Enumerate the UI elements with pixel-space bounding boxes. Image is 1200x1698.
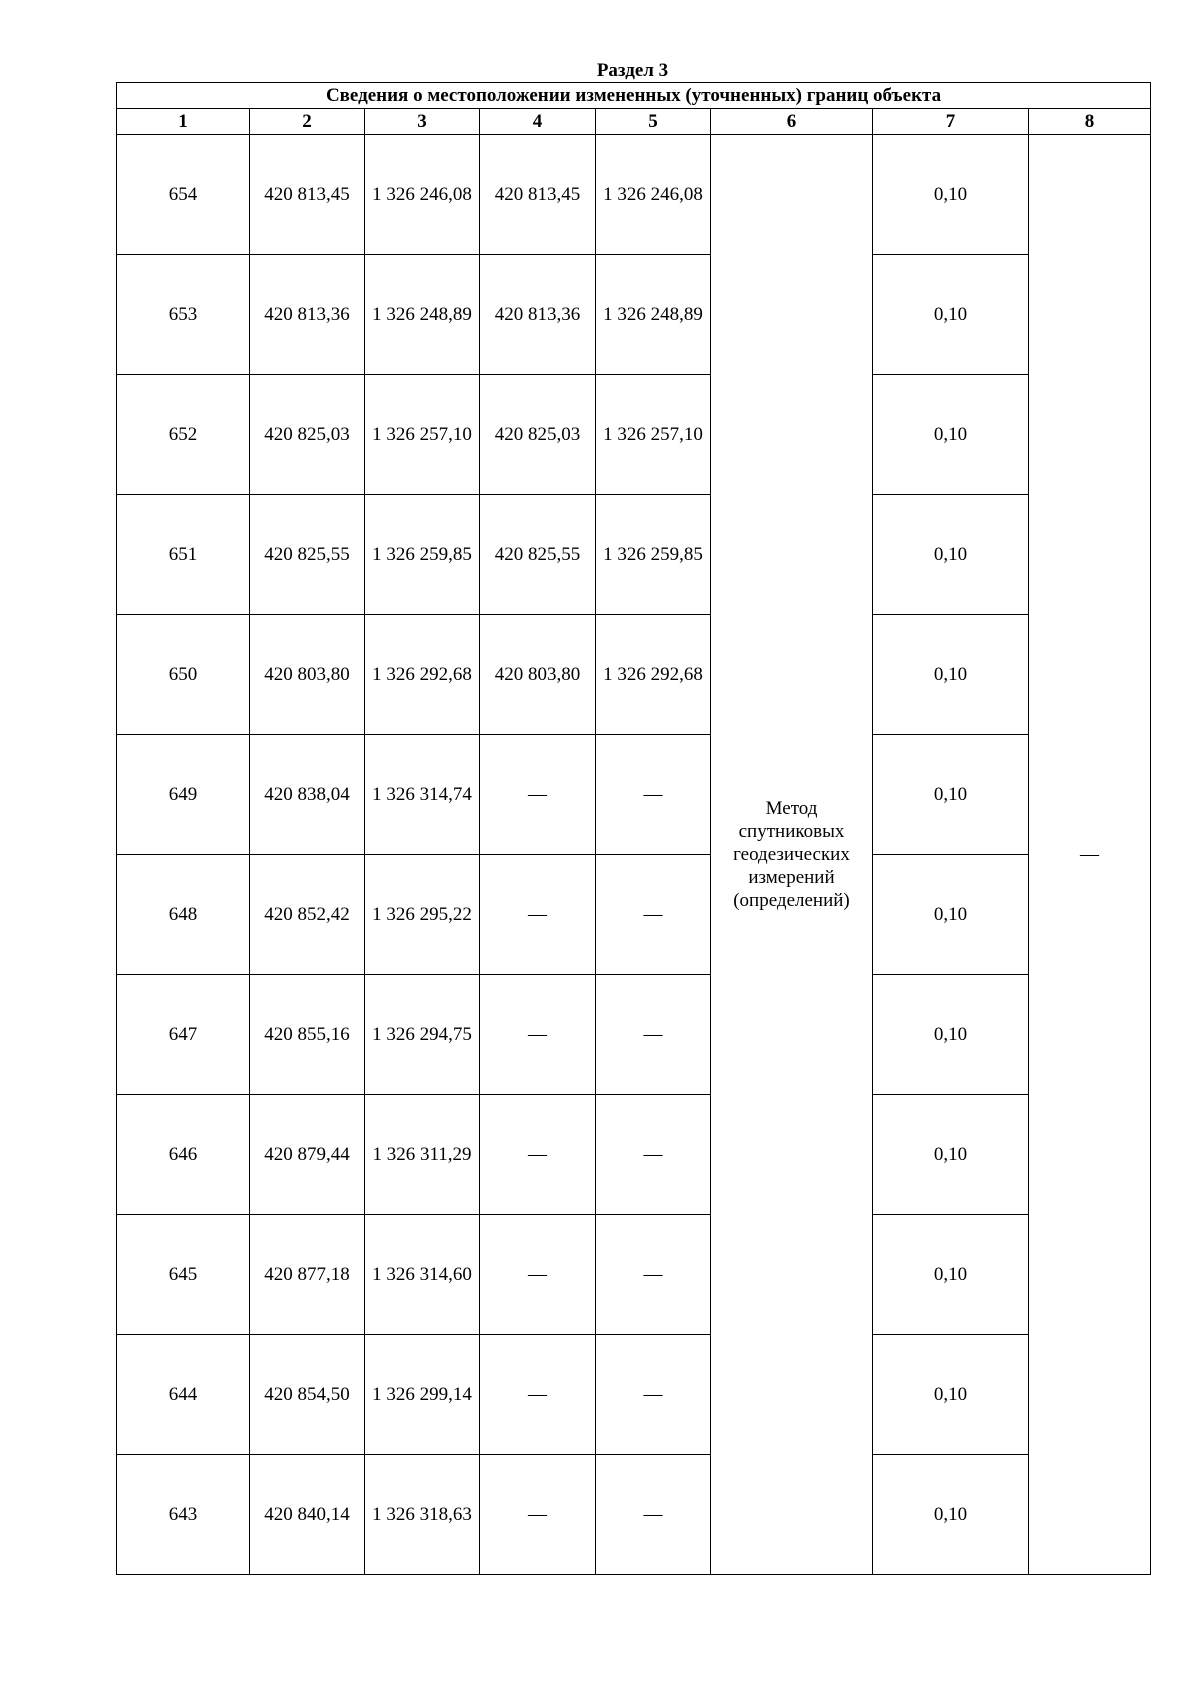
x-old-coordinate-cell: — <box>480 1455 596 1575</box>
table-caption: Сведения о местоположении измененных (уточненных) границ объекта <box>117 83 1151 109</box>
x-old-coordinate-cell: 420 803,80 <box>480 615 596 735</box>
point-number-cell: 652 <box>117 375 250 495</box>
y-old-coordinate-cell: 1 326 246,08 <box>596 135 711 255</box>
y-old-coordinate-cell: 1 326 257,10 <box>596 375 711 495</box>
x-old-coordinate-cell: 420 813,36 <box>480 255 596 375</box>
column-header: 8 <box>1029 109 1151 135</box>
column-header: 7 <box>873 109 1029 135</box>
table-row <box>117 735 1151 855</box>
x-coordinate-cell: 420 854,50 <box>250 1335 365 1455</box>
boundary-table <box>116 82 1151 1575</box>
x-coordinate-cell: 420 879,44 <box>250 1095 365 1215</box>
y-old-coordinate-cell: 1 326 248,89 <box>596 255 711 375</box>
table-row <box>117 1335 1151 1455</box>
accuracy-cell: 0,10 <box>873 375 1029 495</box>
table-row <box>117 1455 1151 1575</box>
table-row <box>117 615 1151 735</box>
x-old-coordinate-cell: — <box>480 1335 596 1455</box>
point-number-cell: 651 <box>117 495 250 615</box>
y-old-coordinate-cell: — <box>596 855 711 975</box>
accuracy-cell: 0,10 <box>873 135 1029 255</box>
accuracy-cell: 0,10 <box>873 495 1029 615</box>
column-header: 6 <box>711 109 873 135</box>
y-coordinate-cell: 1 326 299,14 <box>365 1335 480 1455</box>
x-old-coordinate-cell: 420 825,03 <box>480 375 596 495</box>
accuracy-cell: 0,10 <box>873 615 1029 735</box>
point-number-cell: 643 <box>117 1455 250 1575</box>
y-coordinate-cell: 1 326 295,22 <box>365 855 480 975</box>
column-8-cell: — <box>1029 135 1151 1575</box>
table-body <box>117 135 1151 1575</box>
y-coordinate-cell: 1 326 294,75 <box>365 975 480 1095</box>
y-coordinate-cell: 1 326 259,85 <box>365 495 480 615</box>
accuracy-cell: 0,10 <box>873 1095 1029 1215</box>
x-old-coordinate-cell: — <box>480 855 596 975</box>
y-coordinate-cell: 1 326 246,08 <box>365 135 480 255</box>
y-coordinate-cell: 1 326 248,89 <box>365 255 480 375</box>
x-old-coordinate-cell: — <box>480 975 596 1095</box>
point-number-cell: 644 <box>117 1335 250 1455</box>
y-coordinate-cell: 1 326 314,74 <box>365 735 480 855</box>
y-old-coordinate-cell: — <box>596 1455 711 1575</box>
x-old-coordinate-cell: 420 825,55 <box>480 495 596 615</box>
x-coordinate-cell: 420 852,42 <box>250 855 365 975</box>
accuracy-cell: 0,10 <box>873 975 1029 1095</box>
point-number-cell: 648 <box>117 855 250 975</box>
table-row <box>117 855 1151 975</box>
point-number-cell: 649 <box>117 735 250 855</box>
y-old-coordinate-cell: — <box>596 975 711 1095</box>
table-row <box>117 495 1151 615</box>
column-header-row <box>117 109 1151 135</box>
y-coordinate-cell: 1 326 314,60 <box>365 1215 480 1335</box>
y-old-coordinate-cell: — <box>596 735 711 855</box>
column-header: 5 <box>596 109 711 135</box>
table-row <box>117 975 1151 1095</box>
point-number-cell: 654 <box>117 135 250 255</box>
y-old-coordinate-cell: 1 326 259,85 <box>596 495 711 615</box>
y-old-coordinate-cell: — <box>596 1215 711 1335</box>
accuracy-cell: 0,10 <box>873 1335 1029 1455</box>
column-header: 1 <box>117 109 250 135</box>
y-coordinate-cell: 1 326 257,10 <box>365 375 480 495</box>
y-coordinate-cell: 1 326 318,63 <box>365 1455 480 1575</box>
table-row <box>117 1095 1151 1215</box>
y-old-coordinate-cell: 1 326 292,68 <box>596 615 711 735</box>
table-row <box>117 255 1151 375</box>
x-coordinate-cell: 420 825,03 <box>250 375 365 495</box>
y-coordinate-cell: 1 326 292,68 <box>365 615 480 735</box>
accuracy-cell: 0,10 <box>873 735 1029 855</box>
point-number-cell: 650 <box>117 615 250 735</box>
x-coordinate-cell: 420 813,36 <box>250 255 365 375</box>
column-header: 4 <box>480 109 596 135</box>
y-old-coordinate-cell: — <box>596 1335 711 1455</box>
y-old-coordinate-cell: — <box>596 1095 711 1215</box>
table-row <box>117 1215 1151 1335</box>
section-title: Раздел 3 <box>596 60 669 81</box>
column-header: 2 <box>250 109 365 135</box>
x-coordinate-cell: 420 838,04 <box>250 735 365 855</box>
accuracy-cell: 0,10 <box>873 255 1029 375</box>
x-coordinate-cell: 420 840,14 <box>250 1455 365 1575</box>
x-coordinate-cell: 420 877,18 <box>250 1215 365 1335</box>
x-old-coordinate-cell: 420 813,45 <box>480 135 596 255</box>
column-header: 3 <box>365 109 480 135</box>
point-number-cell: 647 <box>117 975 250 1095</box>
point-number-cell: 653 <box>117 255 250 375</box>
x-old-coordinate-cell: — <box>480 1095 596 1215</box>
x-old-coordinate-cell: — <box>480 735 596 855</box>
x-coordinate-cell: 420 855,16 <box>250 975 365 1095</box>
accuracy-cell: 0,10 <box>873 1455 1029 1575</box>
accuracy-cell: 0,10 <box>873 855 1029 975</box>
y-coordinate-cell: 1 326 311,29 <box>365 1095 480 1215</box>
x-coordinate-cell: 420 803,80 <box>250 615 365 735</box>
point-number-cell: 646 <box>117 1095 250 1215</box>
x-coordinate-cell: 420 813,45 <box>250 135 365 255</box>
table-row <box>117 135 1151 255</box>
accuracy-cell: 0,10 <box>873 1215 1029 1335</box>
method-cell: Метод спутниковых геодезических измерений (определений) <box>711 135 873 1575</box>
x-old-coordinate-cell: — <box>480 1215 596 1335</box>
table-row <box>117 375 1151 495</box>
x-coordinate-cell: 420 825,55 <box>250 495 365 615</box>
point-number-cell: 645 <box>117 1215 250 1335</box>
